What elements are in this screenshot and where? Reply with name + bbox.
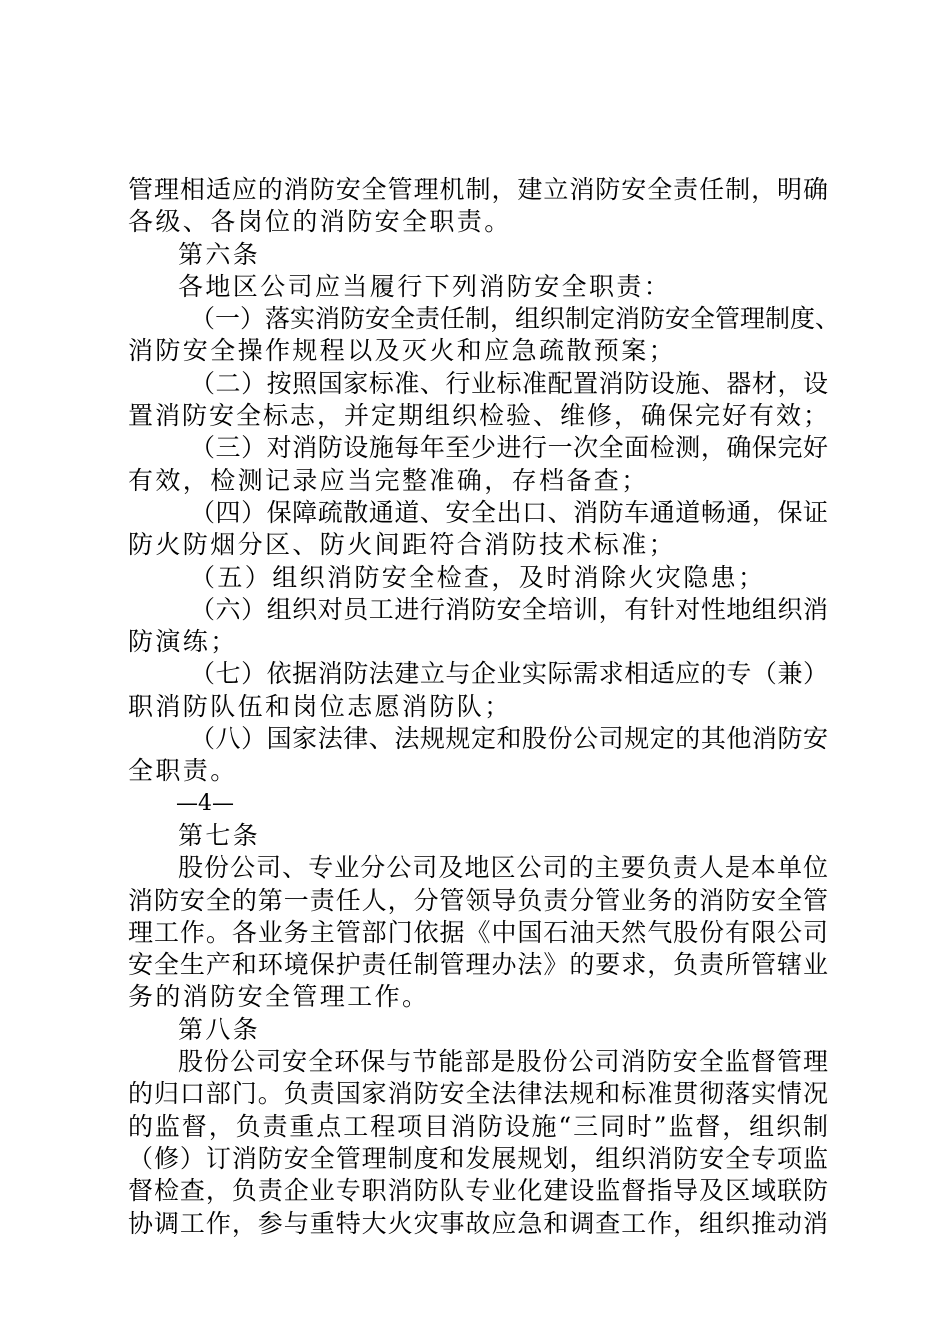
text-line: 的监督，负责重点工程项目消防设施“三同时”监督，组织制 xyxy=(128,1111,828,1141)
text-line: 防火防烟分区、防火间距符合消防技术标准； xyxy=(128,530,677,560)
text-line: 职消防队伍和岗位志愿消防队； xyxy=(128,691,512,721)
text-line: 理工作。各业务主管部门依据《中国石油天然气股份有限公司 xyxy=(128,917,828,947)
article-heading: 第六条 xyxy=(178,239,261,269)
text-line: 股份公司安全环保与节能部是股份公司消防安全监督管理 xyxy=(178,1047,828,1077)
text-line: 消防安全的第一责任人，分管领导负责分管业务的消防安全管 xyxy=(128,885,828,915)
text-line: 股份公司、专业分公司及地区公司的主要负责人是本单位 xyxy=(178,853,828,883)
article-heading: 第七条 xyxy=(178,820,261,850)
text-line: （修）订消防安全管理制度和发展规划，组织消防安全专项监 xyxy=(128,1143,828,1173)
text-line: 有效，检测记录应当完整准确，存档备查； xyxy=(128,465,649,495)
text-line: 的归口部门。负责国家消防安全法律法规和标准贯彻落实情况 xyxy=(128,1079,828,1109)
text-line: 务的消防安全管理工作。 xyxy=(128,982,430,1012)
text-line: 各级、各岗位的消防安全职责。 xyxy=(128,207,512,237)
page-number: —4— xyxy=(176,790,234,816)
text-line: （八）国家法律、法规规定和股份公司规定的其他消防安 xyxy=(190,724,828,754)
text-line: 防演练； xyxy=(128,627,238,657)
text-line: 全职责。 xyxy=(128,756,238,786)
text-line: 管理相适应的消防安全管理机制，建立消防安全责任制，明确 xyxy=(128,175,828,204)
text-line: （四）保障疏散通道、安全出口、消防车通道畅通，保证 xyxy=(190,497,828,527)
article-heading: 第八条 xyxy=(178,1014,261,1044)
text-line: 安全生产和环境保护责任制管理办法》的要求，负责所管辖业 xyxy=(128,950,828,980)
text-line: 各地区公司应当履行下列消防安全职责： xyxy=(178,271,672,301)
text-line: （七）依据消防法建立与企业实际需求相适应的专（兼） xyxy=(190,659,828,689)
text-line: 消防安全操作规程以及灭火和应急疏散预案； xyxy=(128,336,677,366)
text-line: （五）组织消防安全检查，及时消除火灾隐患； xyxy=(190,562,766,592)
text-line: （二）按照国家标准、行业标准配置消防设施、器材，设 xyxy=(190,368,828,398)
document-body xyxy=(128,174,841,1240)
text-line: 督检查，负责企业专职消防队专业化建设监督指导及区域联防 xyxy=(128,1176,828,1206)
text-line: （六）组织对员工进行消防安全培训，有针对性地组织消 xyxy=(190,594,828,624)
text-line: 置消防安全标志，并定期组织检验、维修，确保完好有效； xyxy=(128,401,828,431)
text-line: 协调工作，参与重特大火灾事故应急和调查工作，组织推动消 xyxy=(128,1208,828,1238)
text-line: （一）落实消防安全责任制，组织制定消防安全管理制度、 xyxy=(190,304,841,334)
text-line: （三）对消防设施每年至少进行一次全面检测，确保完好 xyxy=(190,433,828,463)
